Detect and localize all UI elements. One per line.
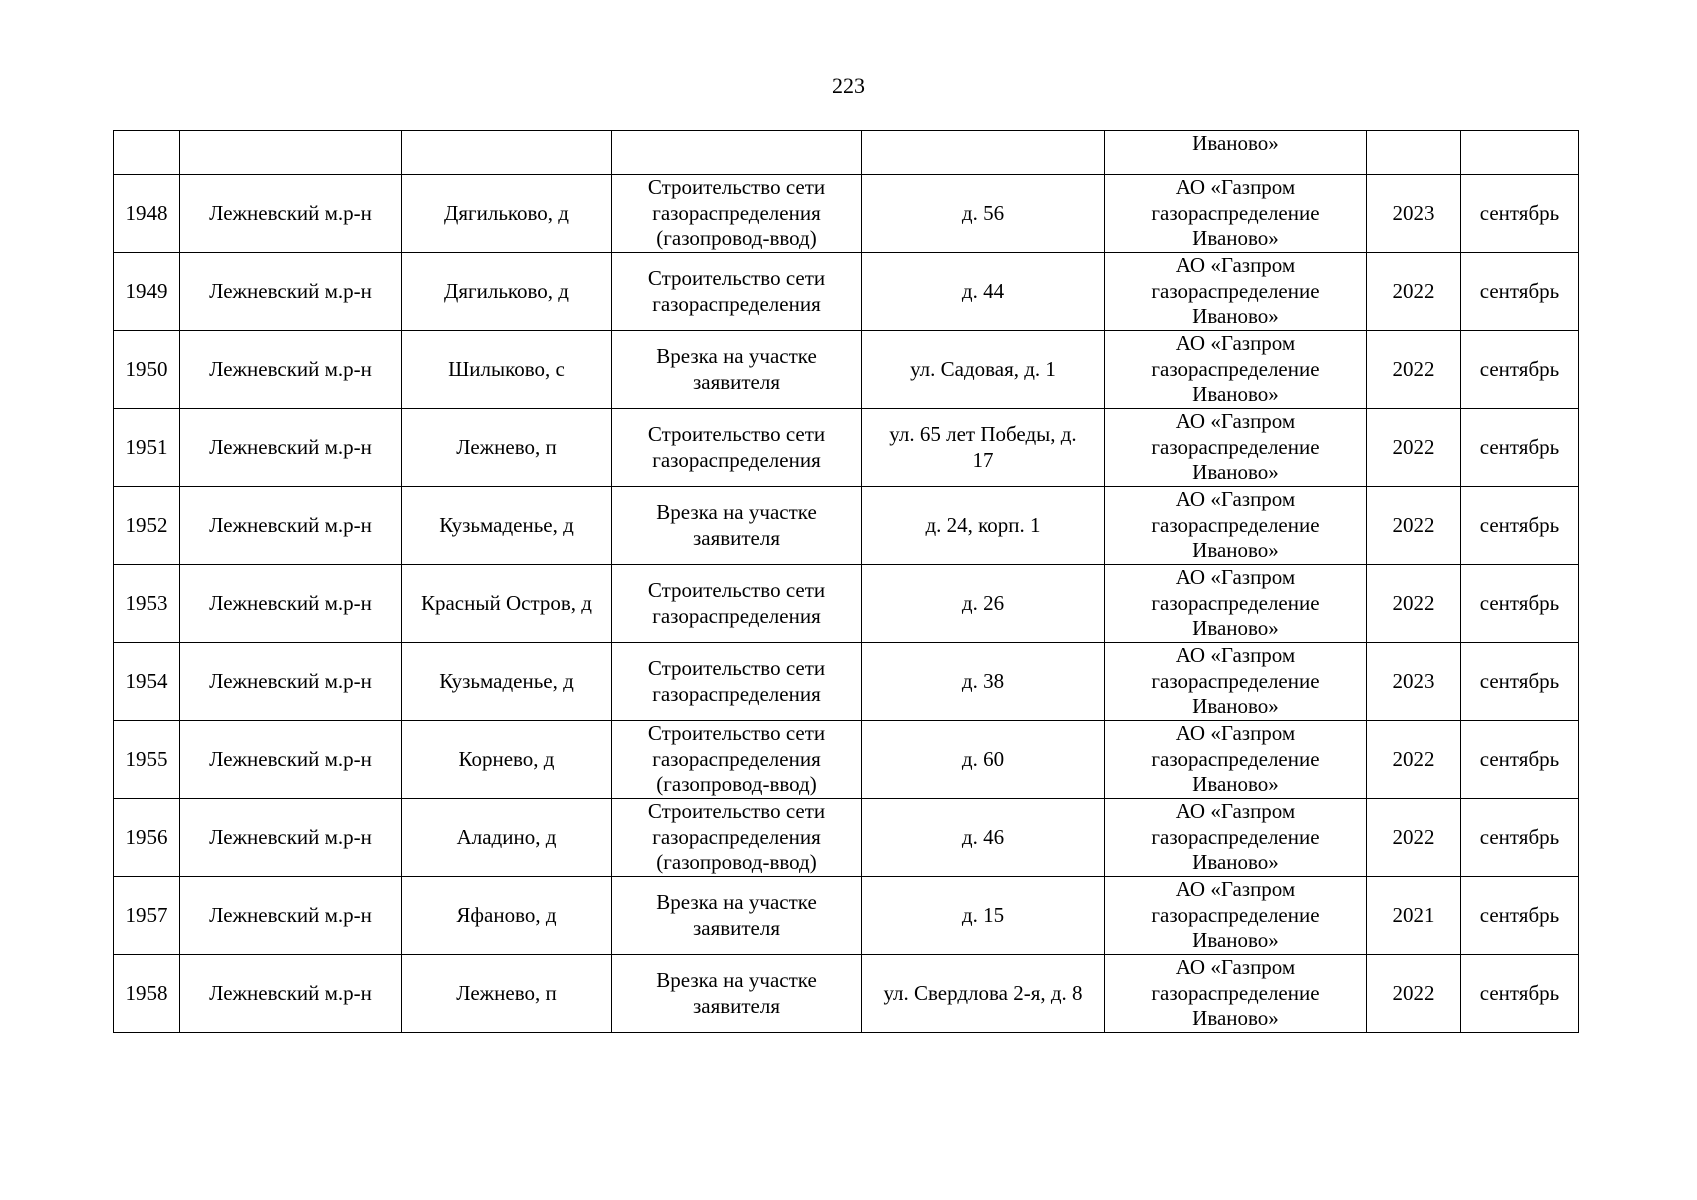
cell-org xyxy=(1105,331,1367,409)
cell-district: Лежневский м.р-н xyxy=(180,877,402,955)
cell-settlement: Дягильково, д xyxy=(402,175,612,253)
table-row-continuation xyxy=(114,131,1579,175)
cell-work-line: газораспределения xyxy=(652,681,821,706)
cell-work xyxy=(612,799,862,877)
cell-year: 2023 xyxy=(1367,175,1461,253)
cell-org xyxy=(1105,955,1367,1033)
cell-org xyxy=(1105,175,1367,253)
cell-org-line: газораспределение xyxy=(1151,590,1320,615)
cell-settlement: Кузьмаденье, д xyxy=(402,487,612,565)
cell-num: 1955 xyxy=(114,721,180,799)
cell-org-line: Иваново» xyxy=(1192,382,1279,407)
page-number: 223 xyxy=(832,73,865,98)
cell-org-line: Иваново» xyxy=(1192,850,1279,875)
cell-address xyxy=(862,487,1105,565)
cell-org-line: АО «Газпром xyxy=(1175,175,1296,200)
cell-address xyxy=(862,409,1105,487)
cell-address xyxy=(862,877,1105,955)
cell-address-line: д. 46 xyxy=(961,824,1005,849)
cell-month: сентябрь xyxy=(1461,721,1579,799)
cell-district: Лежневский м.р-н xyxy=(180,409,402,487)
cell-work-line: (газопровод-ввод) xyxy=(656,226,817,251)
cell-address-line: 17 xyxy=(972,447,994,472)
cell-district: Лежневский м.р-н xyxy=(180,565,402,643)
cell-work xyxy=(612,565,862,643)
cell-org xyxy=(1105,799,1367,877)
cell-month: сентябрь xyxy=(1461,643,1579,721)
cell-settlement: Дягильково, д xyxy=(402,253,612,331)
cell-settlement: Лежнево, п xyxy=(402,409,612,487)
cell-org: Иваново» xyxy=(1105,131,1367,175)
cell-org-line: Иваново» xyxy=(1192,1006,1279,1031)
gasification-table xyxy=(113,130,1579,1033)
cell-org-line: АО «Газпром xyxy=(1175,487,1296,512)
cell-work-line: (газопровод-ввод) xyxy=(656,850,817,875)
cell-work-line: Врезка на участке xyxy=(656,500,817,524)
cell-year: 2022 xyxy=(1367,253,1461,331)
cell-work-line: Строительство сети xyxy=(647,721,826,746)
cell-settlement: Шилыково, с xyxy=(402,331,612,409)
cell-work-line: заявителя xyxy=(692,993,781,1018)
cell-address xyxy=(862,643,1105,721)
table-row xyxy=(114,409,1579,487)
cell-org-line: АО «Газпром xyxy=(1175,877,1296,902)
cell-district: Лежневский м.р-н xyxy=(180,643,402,721)
cell-org-line: газораспределение xyxy=(1151,902,1320,927)
cell-org xyxy=(1105,565,1367,643)
cell-year: 2023 xyxy=(1367,643,1461,721)
cell-address-line: ул. Садовая, д. 1 xyxy=(910,356,1056,381)
cell-org-line: АО «Газпром xyxy=(1175,643,1296,668)
cell-month: сентябрь xyxy=(1461,565,1579,643)
table-row xyxy=(114,175,1579,253)
cell-work xyxy=(612,487,862,565)
cell-month: сентябрь xyxy=(1461,487,1579,565)
cell-address xyxy=(862,565,1105,643)
cell-month xyxy=(1461,131,1579,175)
cell-address xyxy=(862,331,1105,409)
cell-org-line: АО «Газпром xyxy=(1175,721,1296,746)
cell-num: 1957 xyxy=(114,877,180,955)
cell-num: 1954 xyxy=(114,643,180,721)
cell-work-line: Строительство сети xyxy=(647,578,826,602)
cell-year: 2022 xyxy=(1367,331,1461,409)
cell-year xyxy=(1367,131,1461,175)
cell-address xyxy=(862,799,1105,877)
cell-address xyxy=(862,253,1105,331)
cell-org-line: АО «Газпром xyxy=(1175,409,1296,434)
cell-org xyxy=(1105,643,1367,721)
cell-org-line: Иваново» xyxy=(1192,538,1279,563)
cell-work-line: газораспределения xyxy=(652,603,821,628)
cell-year: 2021 xyxy=(1367,877,1461,955)
table-row xyxy=(114,565,1579,643)
cell-work-line: заявителя xyxy=(692,369,781,394)
cell-num: 1952 xyxy=(114,487,180,565)
table-row xyxy=(114,331,1579,409)
cell-org-line: Иваново» xyxy=(1192,928,1279,953)
cell-org-line: Иваново» xyxy=(1192,772,1279,797)
cell-district: Лежневский м.р-н xyxy=(180,955,402,1033)
table-row xyxy=(114,877,1579,955)
table-row xyxy=(114,721,1579,799)
cell-address-line: д. 24, корп. 1 xyxy=(925,512,1041,537)
cell-org-line: газораспределение xyxy=(1151,200,1320,225)
cell-num: 1953 xyxy=(114,565,180,643)
cell-district xyxy=(180,131,402,175)
cell-org-line: газораспределение xyxy=(1151,278,1320,303)
cell-num: 1951 xyxy=(114,409,180,487)
cell-work xyxy=(612,131,862,175)
cell-work-line: газораспределения xyxy=(652,824,821,849)
cell-org-line: АО «Газпром xyxy=(1175,331,1296,356)
cell-num: 1950 xyxy=(114,331,180,409)
cell-address-line: д. 38 xyxy=(961,668,1005,693)
cell-settlement: Аладино, д xyxy=(402,799,612,877)
cell-address-line: ул. Свердлова 2-я, д. 8 xyxy=(883,980,1083,1005)
cell-org-line: Иваново» xyxy=(1192,694,1279,719)
cell-work-line: Строительство сети xyxy=(647,266,826,290)
cell-year: 2022 xyxy=(1367,487,1461,565)
cell-org-line: Иваново» xyxy=(1192,460,1279,485)
cell-work-line: заявителя xyxy=(692,915,781,940)
cell-address xyxy=(862,721,1105,799)
cell-address-line: д. 56 xyxy=(961,200,1005,225)
cell-org-line: газораспределение xyxy=(1151,434,1320,459)
cell-work-line: Строительство сети xyxy=(647,656,826,680)
cell-org xyxy=(1105,409,1367,487)
cell-settlement: Яфаново, д xyxy=(402,877,612,955)
cell-work-line: Строительство сети xyxy=(647,175,826,200)
cell-num: 1948 xyxy=(114,175,180,253)
cell-org-line: газораспределение xyxy=(1151,668,1320,693)
cell-num: 1949 xyxy=(114,253,180,331)
cell-district: Лежневский м.р-н xyxy=(180,721,402,799)
cell-settlement: Лежнево, п xyxy=(402,955,612,1033)
cell-org-line: газораспределение xyxy=(1151,980,1320,1005)
cell-work xyxy=(612,253,862,331)
cell-district: Лежневский м.р-н xyxy=(180,253,402,331)
cell-month: сентябрь xyxy=(1461,409,1579,487)
cell-num: 1956 xyxy=(114,799,180,877)
cell-work xyxy=(612,721,862,799)
cell-month: сентябрь xyxy=(1461,799,1579,877)
cell-address xyxy=(862,955,1105,1033)
cell-address-line: ул. 65 лет Победы, д. xyxy=(889,422,1077,446)
cell-year: 2022 xyxy=(1367,721,1461,799)
cell-address-line: д. 60 xyxy=(961,746,1005,771)
cell-work-line: Врезка на участке xyxy=(656,890,817,914)
cell-work xyxy=(612,331,862,409)
cell-work xyxy=(612,955,862,1033)
cell-year: 2022 xyxy=(1367,565,1461,643)
cell-address-line: д. 26 xyxy=(961,590,1005,615)
table-row xyxy=(114,253,1579,331)
cell-org xyxy=(1105,877,1367,955)
cell-year: 2022 xyxy=(1367,799,1461,877)
cell-address-line: д. 15 xyxy=(961,902,1005,927)
cell-work xyxy=(612,175,862,253)
cell-address xyxy=(862,175,1105,253)
cell-month: сентябрь xyxy=(1461,877,1579,955)
cell-work-line: Строительство сети xyxy=(647,799,826,824)
table-row xyxy=(114,799,1579,877)
cell-settlement: Корнево, д xyxy=(402,721,612,799)
cell-district: Лежневский м.р-н xyxy=(180,487,402,565)
cell-work-line: (газопровод-ввод) xyxy=(656,772,817,797)
cell-work-line: заявителя xyxy=(692,525,781,550)
cell-district: Лежневский м.р-н xyxy=(180,175,402,253)
cell-org-line: АО «Газпром xyxy=(1175,253,1296,278)
cell-address xyxy=(862,131,1105,175)
cell-district: Лежневский м.р-н xyxy=(180,331,402,409)
cell-work-line: Строительство сети xyxy=(647,422,826,446)
table-body xyxy=(114,131,1579,1033)
cell-work-line: газораспределения xyxy=(652,447,821,472)
cell-work xyxy=(612,877,862,955)
cell-work xyxy=(612,409,862,487)
cell-org xyxy=(1105,487,1367,565)
cell-org-line: газораспределение xyxy=(1151,512,1320,537)
cell-num: 1958 xyxy=(114,955,180,1033)
cell-district: Лежневский м.р-н xyxy=(180,799,402,877)
table-row xyxy=(114,955,1579,1033)
table-row xyxy=(114,643,1579,721)
cell-settlement: Красный Остров, д xyxy=(402,565,612,643)
cell-org-line: Иваново» xyxy=(1192,304,1279,329)
cell-org-line: АО «Газпром xyxy=(1175,799,1296,824)
cell-month: сентябрь xyxy=(1461,253,1579,331)
cell-settlement: Кузьмаденье, д xyxy=(402,643,612,721)
cell-org xyxy=(1105,253,1367,331)
cell-year: 2022 xyxy=(1367,955,1461,1033)
cell-work-line: Врезка на участке xyxy=(656,968,817,992)
cell-org-line: АО «Газпром xyxy=(1175,955,1296,980)
cell-org-line: газораспределение xyxy=(1151,356,1320,381)
cell-work-line: газораспределения xyxy=(652,200,821,225)
cell-num xyxy=(114,131,180,175)
cell-org xyxy=(1105,721,1367,799)
cell-work xyxy=(612,643,862,721)
cell-org-line: газораспределение xyxy=(1151,746,1320,771)
table-row xyxy=(114,487,1579,565)
cell-month: сентябрь xyxy=(1461,955,1579,1033)
cell-work-line: газораспределения xyxy=(652,746,821,771)
cell-org-line: газораспределение xyxy=(1151,824,1320,849)
cell-settlement xyxy=(402,131,612,175)
cell-month: сентябрь xyxy=(1461,175,1579,253)
cell-address-line: д. 44 xyxy=(961,278,1005,303)
cell-org-line: АО «Газпром xyxy=(1175,565,1296,590)
cell-org-line: Иваново» xyxy=(1192,226,1279,251)
cell-work-line: Врезка на участке xyxy=(656,344,817,368)
cell-month: сентябрь xyxy=(1461,331,1579,409)
cell-org-line: Иваново» xyxy=(1192,616,1279,641)
cell-work-line: газораспределения xyxy=(652,291,821,316)
cell-year: 2022 xyxy=(1367,409,1461,487)
